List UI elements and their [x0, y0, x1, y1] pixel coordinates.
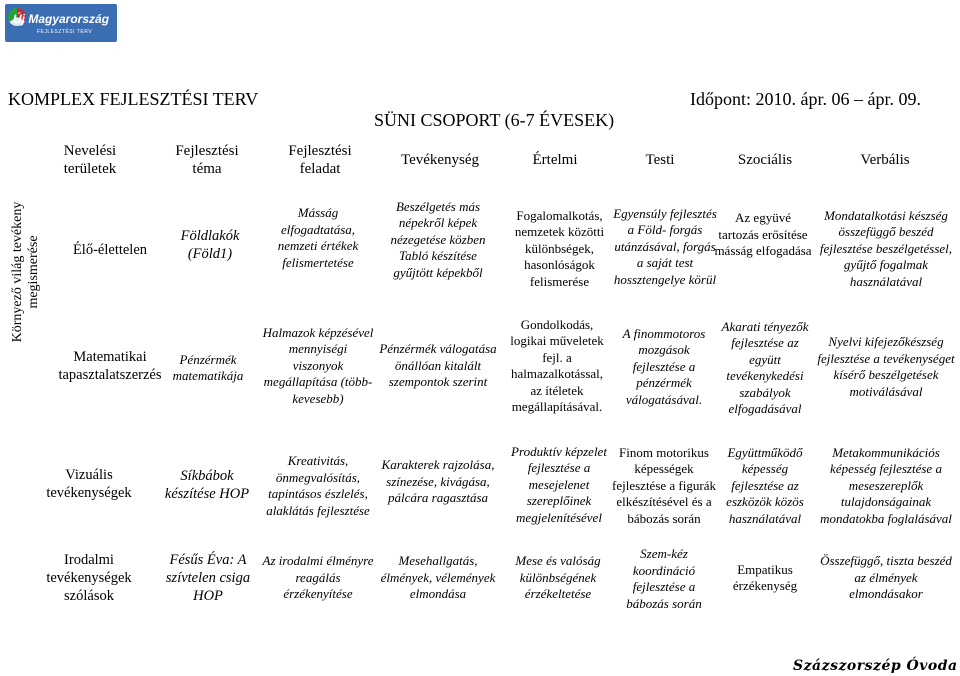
- row3-topic: Síkbábok készítése HOP: [164, 468, 250, 502]
- row4-activity: Mesehallgatás, élmények, vélemények elmondása: [380, 553, 496, 602]
- group-name: SÜNI CSOPORT (6-7 ÉVESEK): [374, 110, 615, 130]
- row2-physical: A finommotoros mozgások fejlesztése a pénzérmék válogatásával.: [622, 325, 706, 407]
- signature: Százszorszép Óvoda: [793, 658, 958, 674]
- row2-topic: Pénzérmék matematikája: [172, 351, 244, 383]
- row3-activity: Karakterek rajzolása, színezése, kivágása, pálcára ragasztása: [381, 457, 495, 506]
- side-label: Környező világ tevékeny megismerése: [10, 201, 41, 343]
- row1-verbal: Mondatalkotási készség összefüggő beszéd fejlesztése beszélgetéssel, gyűjtő fogalmak használatával: [819, 207, 953, 289]
- header-intellect: Értelmi: [532, 152, 578, 168]
- row4-area: Irodalmi tevékenységek szólások: [46, 552, 132, 604]
- header-activity: Tevékenység: [400, 152, 480, 168]
- header-social: Szociális: [737, 152, 793, 168]
- header-task: Fejlesztési feladat: [288, 143, 352, 177]
- document-title: KOMPLEX FEJLESZTÉSI TERV: [8, 89, 259, 109]
- row4-topic: Fésűs Éva: A szívtelen csiga HOP: [165, 552, 251, 604]
- row3-verbal: Metakommunikációs képesség fejlesztése a meseszereplők tulajdonságainak mondatokba foglalásával: [820, 444, 952, 526]
- row1-area: Élő-élettelen: [72, 242, 148, 258]
- header-areas: Nevelési területek: [63, 143, 117, 177]
- date-range: Időpont: 2010. ápr. 06 – ápr. 09.: [690, 89, 921, 109]
- uj-magyarorszag-logo: [5, 4, 117, 42]
- row3-social: Együttműködő képesség fejlesztése az eszközök közös használatával: [726, 444, 804, 526]
- row3-physical: Finom motorikus képességek fejlesztése a figurák elkészítésével és a bábozás során: [612, 444, 716, 526]
- row1-intellect: Fogalomalkotás, nemzetek közötti különbségek, hasonlóságok felismerése: [514, 207, 605, 289]
- row4-intellect: Mese és valóság különbségének érzékeltetése: [515, 553, 601, 602]
- logo-text: Új Magyarország: [13, 12, 110, 26]
- row2-verbal: Nyelvi kifejezőkészség fejlesztése a tevékenységet kísérő beszélgetések motiválásával: [817, 334, 955, 399]
- row1-physical: Egyensúly fejlesztés a Föld- forgás utánzásával, forgás a saját test hossztengelye körül: [613, 205, 717, 287]
- row1-task: Másság elfogadtatása, nemzeti értékek felismertetése: [277, 205, 359, 270]
- row1-topic: Földlakók (Föld1): [180, 228, 240, 262]
- header-topic: Fejlesztési téma: [175, 143, 239, 177]
- row2-activity: Pénzérmék válogatása önállóan kitalált szempontok szerint: [379, 341, 497, 390]
- row4-physical: Szem-kéz koordináció fejlesztése a bábozás során: [626, 546, 702, 611]
- row3-task: Kreativitás, önmegvalósítás, tapintásos észlelés, alaklátás fejlesztése: [266, 453, 370, 518]
- row4-task: Az irodalmi élményre reagálás érzékenyítése: [262, 553, 374, 602]
- row2-task: Halmazok képzésével mennyiségi viszonyok megállapítása (több- kevesebb): [262, 324, 374, 406]
- row3-intellect: Produktív képzelet fejlesztése a mesejelenet szereplőinek megjelenítésével: [511, 443, 607, 525]
- header-physical: Testi: [645, 152, 675, 168]
- row3-area: Vizuális tevékenységek: [46, 467, 132, 501]
- row4-verbal: Összefüggő, tiszta beszéd az élmények elmondásakor: [820, 553, 952, 602]
- header-verbal: Verbális: [860, 152, 910, 168]
- row4-social: Empatikus érzékenység: [732, 561, 798, 593]
- row1-activity: Beszélgetés más népekről képek nézegetése közben Tabló készítése gyűjtött képekből: [390, 198, 486, 280]
- logo-subtext: FEJLESZTÉSI TERV: [37, 29, 93, 35]
- row1-social: Az együvé tartozás erősítése másság elfogadása: [714, 210, 812, 259]
- row2-area: Matematikai tapasztalatszerzés: [58, 349, 162, 383]
- row2-intellect: Gondolkodás, logikai műveletek fejl. a halmazalkotással, az ítéletek megállapításával.: [510, 316, 604, 414]
- row2-social: Akarati tényezők fejlesztése az együtt tevékenykedési szabályok elfogadásával: [721, 318, 809, 416]
